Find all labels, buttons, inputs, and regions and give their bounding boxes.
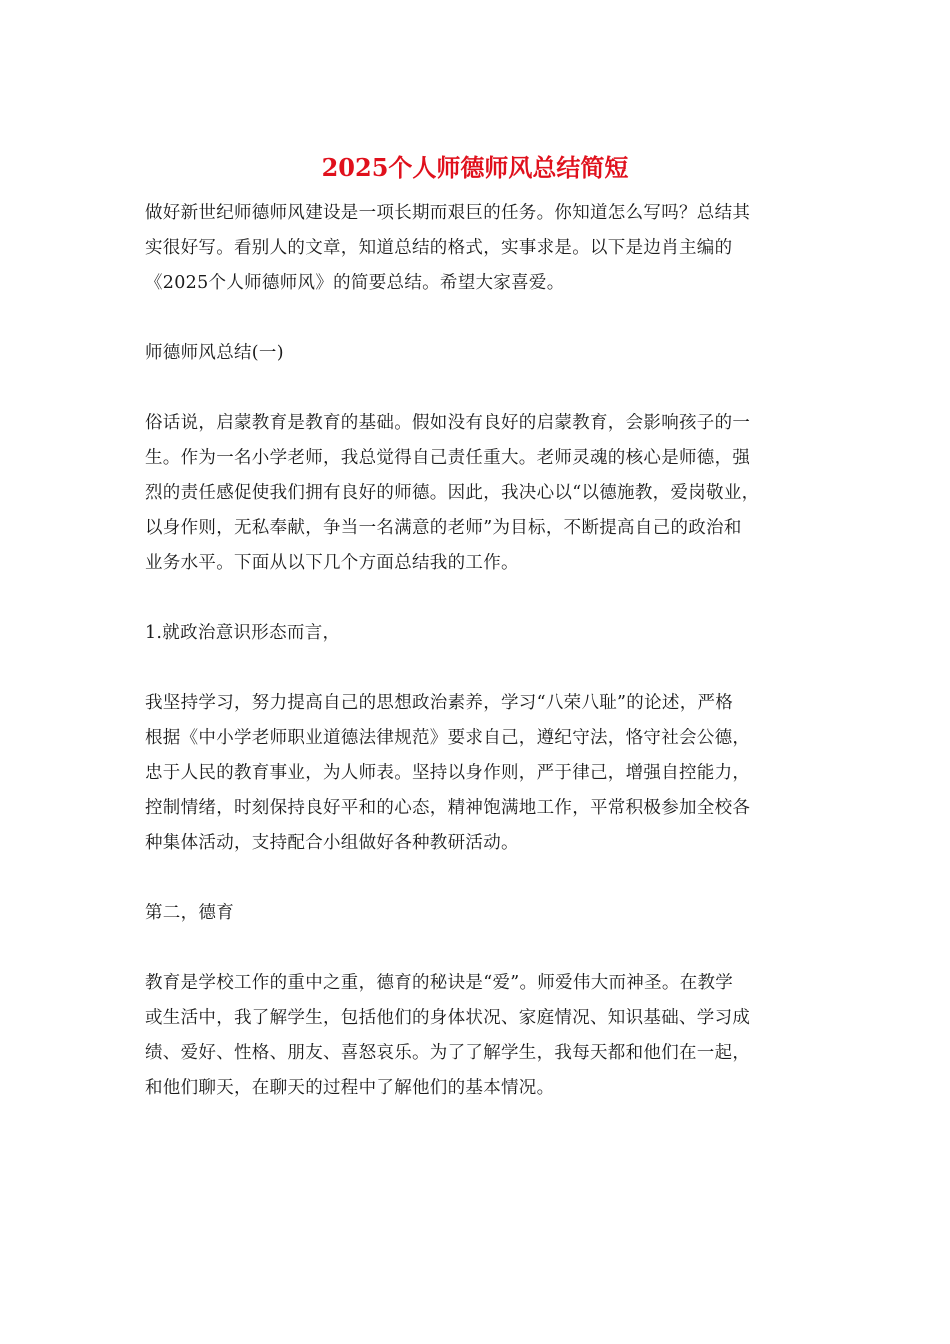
paragraph-gap (145, 931, 810, 966)
document-title: 2025个人师德师风总结简短 (321, 153, 629, 182)
intro-line: 做好新世纪师德师风建设是一项长期而艰巨的任务。你知道怎么写吗？总结其 (145, 203, 751, 223)
paragraph-2-line: 种集体活动，支持配合小组做好各种教研活动。 (145, 833, 519, 853)
intro-line: 《2025个人师德师风》的简要总结。希望大家喜爱。 (145, 273, 565, 293)
section-heading-2: 1.就政治意识形态而言， (145, 623, 341, 643)
intro-line: 实很好写。看别人的文章，知道总结的格式，实事求是。以下是边肖主编的 (145, 238, 733, 258)
paragraph-2-line: 控制情绪，时刻保持良好平和的心态，精神饱满地工作，平常积极参加全校各 (145, 798, 751, 818)
paragraph-3-line: 绩、爱好、性格、朋友、喜怒哀乐。为了了解学生，我每天都和他们在一起， (145, 1043, 751, 1063)
section-heading-1: 师德师风总结(一) (145, 343, 284, 363)
paragraph-gap (145, 861, 810, 896)
paragraph-1-line: 以身作则，无私奉献，争当一名满意的老师”为目标，不断提高自己的政治和 (145, 518, 742, 538)
paragraph-2-line: 忠于人民的教育事业，为人师表。坚持以身作则，严于律己，增强自控能力， (145, 763, 751, 783)
document-body (145, 196, 810, 1106)
paragraph-2-line: 根据《中小学老师职业道德法律规范》要求自己，遵纪守法，恪守社会公德， (145, 728, 751, 748)
paragraph-gap (145, 651, 810, 686)
section-heading-3: 第二，德育 (145, 903, 234, 923)
paragraph-1-line: 俗话说，启蒙教育是教育的基础。假如没有良好的启蒙教育，会影响孩子的一 (145, 413, 751, 433)
paragraph-gap (145, 371, 810, 406)
paragraph-gap (145, 581, 810, 616)
paragraph-3-line: 或生活中，我了解学生，包括他们的身体状况、家庭情况、知识基础、学习成 (145, 1008, 751, 1028)
paragraph-1-line: 烈的责任感促使我们拥有良好的师德。因此，我决心以“以德施教，爱岗敬业， (145, 483, 760, 503)
paragraph-2-line: 我坚持学习，努力提高自己的思想政治素养，学习“八荣八耻”的论述，严格 (145, 693, 734, 713)
paragraph-1-line: 生。作为一名小学老师，我总觉得自己责任重大。老师灵魂的核心是师德，强 (145, 448, 751, 468)
paragraph-3-line: 和他们聊天，在聊天的过程中了解他们的基本情况。 (145, 1078, 555, 1098)
paragraph-1-line: 业务水平。下面从以下几个方面总结我的工作。 (145, 553, 519, 573)
paragraph-3-line: 教育是学校工作的重中之重，德育的秘诀是“爱”。师爱伟大而神圣。在教学 (145, 973, 734, 993)
paragraph-gap (145, 301, 810, 336)
